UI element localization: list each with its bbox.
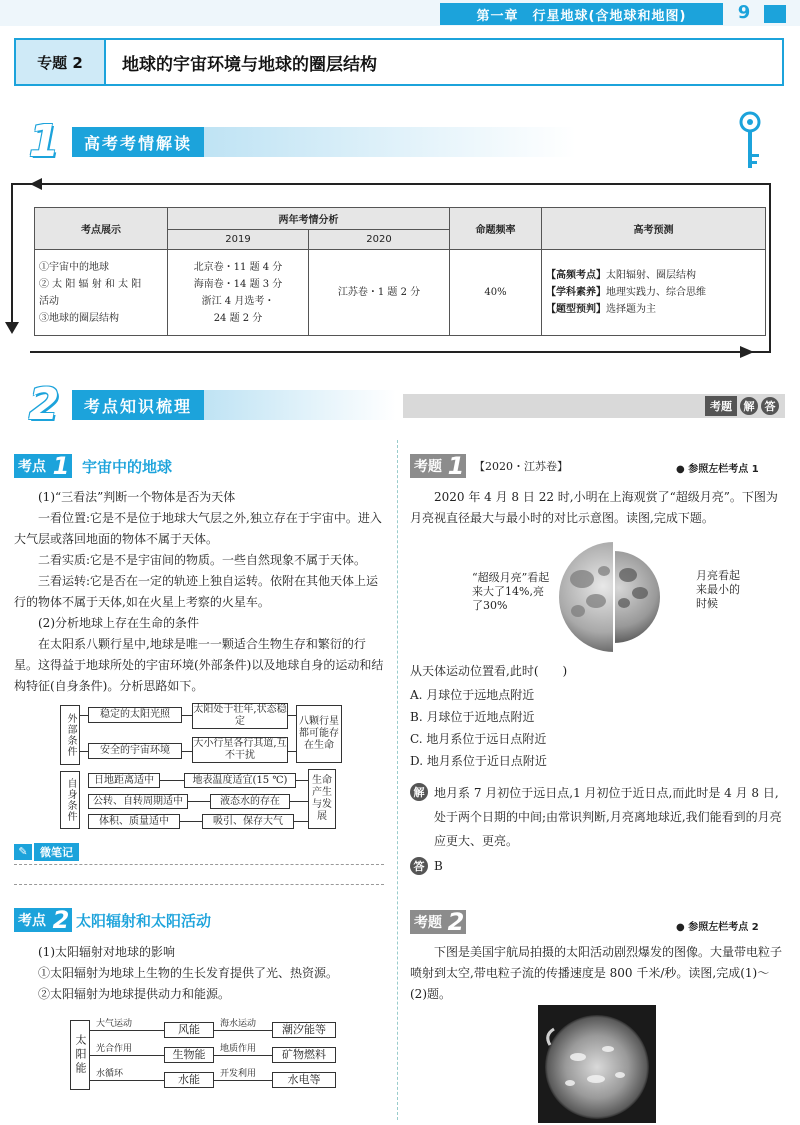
d1-link-5 (288, 715, 296, 716)
sun-stage-box: 太阳处于壮年,状态稳定 (193, 704, 287, 727)
d2-line-3 (90, 1080, 164, 1081)
forecast-3 (546, 301, 761, 318)
section-1-header (16, 116, 576, 167)
exam-analysis-table (34, 207, 766, 336)
point-3: ③地球的圈层结构 (39, 312, 119, 324)
section-2-fade (204, 390, 396, 420)
kp1-tag: 考点 (14, 454, 50, 478)
d2-line-4 (214, 1030, 272, 1031)
option-a[interactable]: A. 月球位于远地点附近 (410, 688, 535, 702)
d1-link-1 (80, 715, 88, 716)
section-2-label: 考点知识梳理 (72, 390, 204, 420)
col-2019: 2019 (168, 230, 309, 250)
page-number: 9 (737, 2, 751, 23)
d1-link-7 (160, 780, 184, 781)
pencil-icon: ✎ (14, 844, 32, 860)
y2019-3: 浙江 4 月选考・ (201, 295, 275, 307)
q1-reference: ● 参照左栏考点 1 (676, 464, 759, 475)
sun-activity-image (538, 1005, 656, 1123)
section-2-number: 2 (28, 379, 60, 430)
notes-line-2[interactable] (14, 884, 384, 885)
col-points: 考点展示 (35, 208, 168, 250)
q1-answer (410, 857, 443, 875)
topic-banner (14, 38, 784, 86)
topic-tag: 专题 2 (16, 40, 106, 84)
eight-planets-box: 八颗行星都可能存在生命 (296, 705, 342, 763)
forecast-key-3: 【题型预判】 (546, 304, 606, 315)
col-frequency: 命题频率 (450, 208, 542, 250)
section-1-number: 1 (28, 116, 60, 167)
d2-line-5 (214, 1055, 272, 1056)
answer-banner-jie: 解 (740, 397, 758, 415)
cell-frequency: 40% (450, 250, 542, 336)
q2-stem-text: 下图是美国宇航局拍摄的太阳活动剧烈爆发的图像。大量带电粒子喷射到太空,带电粒子流的传播速度是 800 千米/秒。读图,完成(1)～(2)题。 (410, 945, 783, 1001)
key-icon (733, 110, 767, 174)
d2-label-c1: 海水运动 (220, 1019, 257, 1029)
cell-forecast (542, 250, 766, 336)
forecast-val-3: 选择题为主 (606, 304, 656, 315)
kp1-p2: 一看位置:它是不是位于地球大气层之外,独立存在于宇宙中。进入大气层或落回地面的物体不属于天体。 (14, 511, 382, 546)
forecast-key-1: 【高频考点】 (546, 270, 606, 281)
d2-label-a2: 光合作用 (96, 1044, 133, 1054)
safe-env-box: 安全的宇宙环境 (88, 743, 182, 759)
kp1-p3: 二看实质:它是不是宇宙间的物质。一些自然现象不属于天体。 (38, 553, 367, 567)
points-cell (35, 250, 168, 336)
kp2-tag: 考点 (14, 908, 50, 932)
supermoon-label: “超级月亮”看起来大了14%,亮了30% (472, 571, 550, 612)
kp1-header (14, 454, 172, 478)
point-2b: 活动 (39, 295, 59, 307)
y2019-2: 海南卷・14 题 3 分 (193, 278, 283, 290)
cell-2019 (168, 250, 309, 336)
wind-energy-box: 风能 (164, 1022, 214, 1038)
q2-header (410, 910, 466, 934)
d1-link-2 (80, 751, 88, 752)
q2-stem (410, 942, 786, 1005)
kp1-title: 宇宙中的地球 (82, 457, 173, 476)
temperature-box: 地表温度适宜(15 ℃) (184, 773, 296, 788)
tidal-energy-box: 潮汐能等 (272, 1022, 336, 1038)
kp1-p4: 三看运转:它是否在一定的轨迹上独自运转。依附在其他天体上运行的物体不属于天体,如在火星上考察的火星车。 (14, 574, 379, 609)
solar-energy-diagram (70, 1016, 360, 1092)
notes-line-1[interactable] (14, 864, 384, 865)
kp1-p5: (2)分析地球上存在生命的条件 (38, 616, 199, 630)
q1-question: 从天体运动位置看,此时( ) (410, 664, 568, 678)
topic-title: 地球的宇宙环境与地球的圈层结构 (122, 54, 377, 75)
life-box: 生命产生与发展 (308, 769, 336, 829)
forecast-2 (546, 284, 761, 301)
kp2-body (14, 942, 386, 1005)
answer-badge: 答 (410, 857, 428, 875)
point-1: ①宇宙中的地球 (39, 261, 109, 273)
fossil-fuel-box: 矿物燃料 (272, 1047, 336, 1063)
notes-label: 微笔记 (34, 843, 79, 861)
sun-energy-box: 太阳能 (70, 1020, 90, 1090)
kp1-body (14, 487, 386, 697)
q1-explain-text: 地月系 7 月初位于远日点,1 月初位于近日点,而此时是 4 月 8 日,处于两个日期的中间;由常识判断,月亮离地球近,我们能看到的月亮应更大、更亮。 (434, 786, 782, 848)
section-1-fade (204, 127, 576, 157)
point-2: ② 太 阳 辐 射 和 太 阳 (39, 278, 142, 290)
d2-label-c3: 开发利用 (220, 1069, 257, 1079)
smallest-moon-label: 月亮看起来最小的时候 (696, 569, 740, 610)
kp2-title: 太阳辐射和太阳活动 (76, 911, 212, 930)
kp2-number: 2 (50, 908, 72, 932)
d2-label-a3: 水循环 (96, 1069, 124, 1079)
life-conditions-diagram (60, 703, 380, 831)
d1-link-8 (188, 801, 210, 802)
kp2-header (14, 908, 211, 932)
d1-link-6 (288, 751, 296, 752)
kp1-p6: 在太阳系八颗行星中,地球是唯一一颗适合生物生存和繁衍的行星。这得益于地球所处的宇宙环境(外部条件)以及地球自身的运动和结构特征(自身条件)。分析思路如下。 (14, 637, 384, 693)
explain-badge: 解 (410, 783, 428, 801)
kp2-p2: ①太阳辐射为地球上生物的生长发育提供了光、热资源。 (38, 966, 339, 980)
d1-link-10 (296, 780, 308, 781)
q1-number: 1 (447, 452, 465, 480)
answer-banner-tag: 考题 (705, 396, 737, 416)
hydropower-box: 水电等 (272, 1072, 336, 1088)
d1-link-11 (290, 801, 308, 802)
q1-answer-value: B (434, 859, 443, 873)
d1-link-4 (182, 751, 192, 752)
distance-box: 日地距离适中 (88, 773, 160, 788)
kp2-p1: (1)太阳辐射对地球的影响 (38, 945, 175, 959)
option-d[interactable]: D. 地月系位于近日点附近 (410, 754, 547, 768)
d1-link-9 (180, 821, 202, 822)
notes-header (14, 843, 79, 861)
q1-stem-text: 2020 年 4 月 8 日 22 时,小明在上海观赏了“超级月亮”。下图为月亮视直径最大与最小时的对比示意图。读图,完成下题。 (410, 490, 778, 525)
kp1-p1: (1)“三看法”判断一个物体是否为天体 (38, 490, 236, 504)
q1-explanation (410, 781, 786, 853)
col-forecast: 高考预测 (542, 208, 766, 250)
section-1-label: 高考考情解读 (72, 127, 204, 157)
y2019-1: 北京卷・11 题 4 分 (193, 261, 283, 273)
orbits-box: 大小行星各行其道,互不干扰 (193, 738, 287, 761)
q1-stem (410, 487, 786, 529)
forecast-key-2: 【学科素养】 (546, 287, 606, 298)
d2-line-6 (214, 1080, 272, 1081)
q2-number: 2 (447, 908, 465, 936)
column-divider (397, 440, 398, 1120)
q1-tag: 考题 (410, 454, 446, 478)
atmosphere-box: 吸引、保存大气 (202, 814, 294, 829)
answer-column-banner (403, 394, 785, 418)
q2-reference: ● 参照左栏考点 2 (676, 922, 759, 933)
option-c[interactable]: C. 地月系位于远日点附近 (410, 732, 547, 746)
self-conditions-box: 自身条件 (60, 771, 80, 829)
d1-link-12 (294, 821, 308, 822)
forecast-val-2: 地理实践力、综合思维 (606, 287, 706, 298)
moon-comparison-figure (470, 541, 770, 653)
y2019-4: 24 题 2 分 (213, 312, 263, 324)
water-energy-box: 水能 (164, 1072, 214, 1088)
answer-banner-da: 答 (761, 397, 779, 415)
rotation-box: 公转、自转周期适中 (88, 794, 188, 809)
water-box: 液态水的存在 (210, 794, 290, 809)
chapter-title: 第一章 行星地球(含地球和地图) (440, 3, 723, 25)
cell-2020: 江苏卷・1 题 2 分 (309, 250, 450, 336)
stable-sun-box: 稳定的太阳光照 (88, 707, 182, 723)
outer-conditions-box: 外部条件 (60, 705, 80, 765)
mass-box: 体积、质量适中 (88, 814, 180, 829)
d2-label-a1: 大气运动 (96, 1019, 133, 1029)
q1-header (410, 454, 568, 478)
col-2020: 2020 (309, 230, 450, 250)
q1-source: 【2020・江苏卷】 (474, 460, 568, 473)
d2-label-c2: 地质作用 (220, 1044, 257, 1054)
kp2-p3: ②太阳辐射为地球提供动力和能源。 (38, 987, 231, 1001)
forecast-val-1: 太阳辐射、圈层结构 (606, 270, 696, 281)
moon-image (548, 541, 694, 653)
col-analysis: 两年考情分析 (168, 208, 450, 230)
bio-energy-box: 生物能 (164, 1047, 214, 1063)
d2-line-2 (90, 1055, 164, 1056)
corner-marker (764, 5, 786, 23)
section-2-header (16, 379, 396, 430)
q2-tag: 考题 (410, 910, 446, 934)
d2-line-1 (90, 1030, 164, 1031)
forecast-1 (546, 267, 761, 284)
q1-options (410, 684, 786, 772)
kp1-number: 1 (50, 454, 72, 478)
option-b[interactable]: B. 月球位于近地点附近 (410, 710, 535, 724)
d1-link-3 (182, 715, 192, 716)
